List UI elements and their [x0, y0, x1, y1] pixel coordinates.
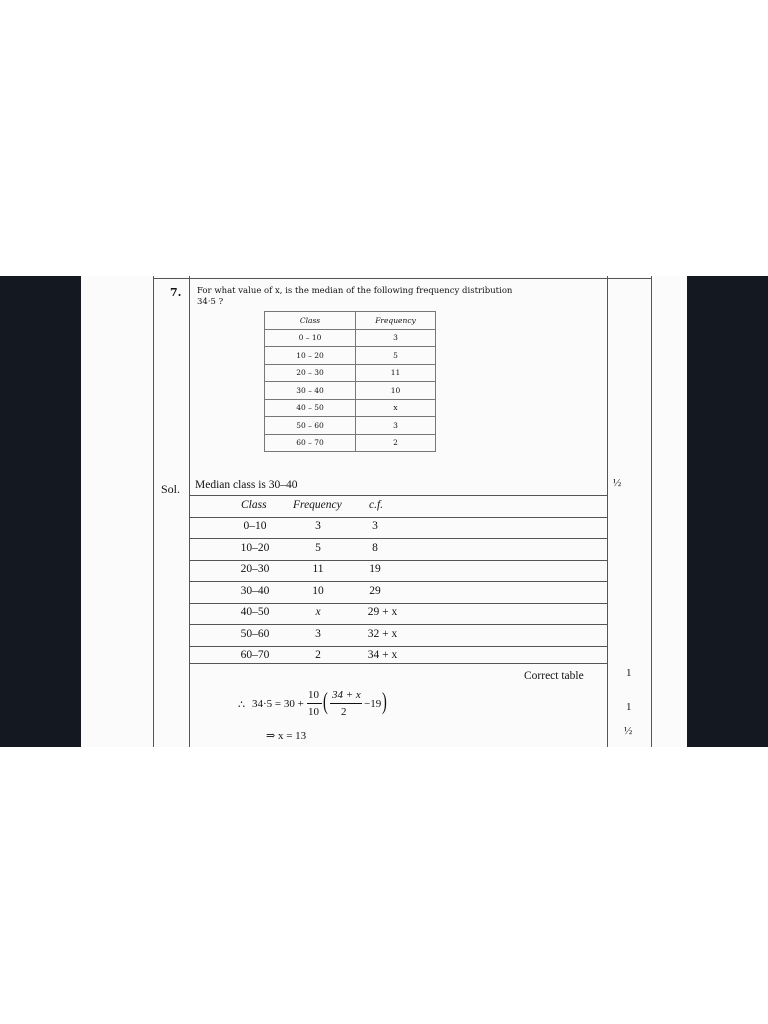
- median-class-text: Median class is 30–40: [195, 479, 298, 491]
- sol-class-cell: 0–10: [243, 520, 267, 532]
- solution-label: Sol.: [161, 482, 181, 496]
- sol-table-line: [189, 517, 607, 518]
- class-cell: 30 – 40: [265, 382, 356, 400]
- sol-cf-cell: 19: [369, 563, 381, 575]
- open-paren: (: [323, 689, 328, 715]
- mark-median: ½: [613, 477, 622, 489]
- inner-fraction-denominator: 2: [341, 706, 347, 718]
- border-left: [153, 276, 154, 747]
- sol-cf-cell: 8: [372, 542, 378, 554]
- therefore-symbol: ∴: [238, 699, 245, 711]
- sol-frequency-cell: 5: [315, 542, 321, 554]
- sol-header-cf: c.f.: [369, 499, 384, 511]
- question-line-2: 34·5 ?: [197, 297, 224, 307]
- table-row: [265, 347, 436, 365]
- sol-table-line: [189, 624, 607, 625]
- sol-cf-cell: 29 + x: [367, 606, 398, 618]
- border-number-col: [189, 276, 190, 747]
- close-paren: ): [382, 689, 387, 715]
- class-cell: 20 – 30: [265, 364, 356, 382]
- result-line: ⇒ x = 13: [266, 730, 307, 742]
- fraction-1-numerator: 10: [308, 689, 319, 701]
- sol-table-line: [189, 560, 607, 561]
- sol-frequency-cell: 2: [315, 649, 321, 661]
- fraction-1-denominator: 10: [308, 706, 319, 718]
- inner-fraction-numerator: 34 + x: [332, 689, 361, 701]
- sol-table-line: [189, 495, 607, 496]
- sol-header-class: Class: [241, 499, 267, 511]
- sol-frequency-cell: 3: [315, 628, 321, 640]
- question-table-header: [265, 312, 436, 330]
- class-cell: 50 – 60: [265, 417, 356, 435]
- class-cell: 0 – 10: [265, 329, 356, 347]
- formula-lhs: 34·5 = 30 +: [252, 698, 304, 710]
- frequency-cell: 5: [356, 347, 436, 365]
- frequency-cell: 3: [356, 329, 436, 347]
- sol-frequency-cell: x: [315, 606, 321, 618]
- table-row: [265, 417, 436, 435]
- mark-table: 1: [626, 667, 632, 679]
- question-text: [197, 286, 512, 308]
- border-right: [651, 276, 652, 747]
- border-top: [153, 278, 652, 279]
- table-row: [265, 329, 436, 347]
- frequency-cell: 3: [356, 417, 436, 435]
- sol-frequency-cell: 11: [312, 563, 324, 575]
- header-class: Class: [265, 312, 356, 330]
- frequency-cell: 2: [356, 434, 436, 452]
- frequency-cell: 10: [356, 382, 436, 400]
- table-row: [265, 364, 436, 382]
- question-number: 7.: [170, 286, 182, 299]
- mark-result: ½: [624, 725, 633, 737]
- formula-tail: −19: [364, 698, 382, 710]
- class-cell: 60 – 70: [265, 434, 356, 452]
- inner-fraction-bar: [330, 703, 362, 704]
- table-row: [265, 382, 436, 400]
- sol-class-cell: 10–20: [240, 542, 270, 554]
- sol-cf-cell: 32 + x: [367, 628, 398, 640]
- sol-frequency-cell: 3: [315, 520, 321, 532]
- correct-table-note: Correct table: [524, 670, 584, 682]
- sol-table-line: [189, 603, 607, 604]
- fraction-1-bar: [307, 703, 322, 704]
- frequency-cell: x: [356, 399, 436, 417]
- sol-cf-cell: 3: [372, 520, 378, 532]
- frequency-cell: 11: [356, 364, 436, 382]
- header-frequency: Frequency: [356, 312, 436, 330]
- question-table: [264, 311, 436, 452]
- sol-table-line: [189, 538, 607, 539]
- sol-class-cell: 60–70: [240, 649, 270, 661]
- sol-class-cell: 20–30: [240, 563, 270, 575]
- table-row: [265, 434, 436, 452]
- sol-class-cell: 30–40: [240, 585, 270, 597]
- sol-class-cell: 50–60: [240, 628, 270, 640]
- table-row: [265, 399, 436, 417]
- question-line-1: For what value of x, is the median of the following frequency distribution: [197, 286, 513, 296]
- sol-table-line: [189, 581, 607, 582]
- sol-cf-cell: 34 + x: [367, 649, 398, 661]
- sol-table-line: [189, 646, 607, 647]
- class-cell: 40 – 50: [265, 399, 356, 417]
- sol-cf-cell: 29: [369, 585, 381, 597]
- sol-class-cell: 40–50: [240, 606, 270, 618]
- sol-frequency-cell: 10: [312, 585, 324, 597]
- sol-table-line: [189, 663, 607, 664]
- mark-formula: 1: [626, 701, 632, 713]
- border-marks-col: [607, 276, 608, 747]
- sol-header-frequency: Frequency: [293, 499, 342, 511]
- class-cell: 10 – 20: [265, 347, 356, 365]
